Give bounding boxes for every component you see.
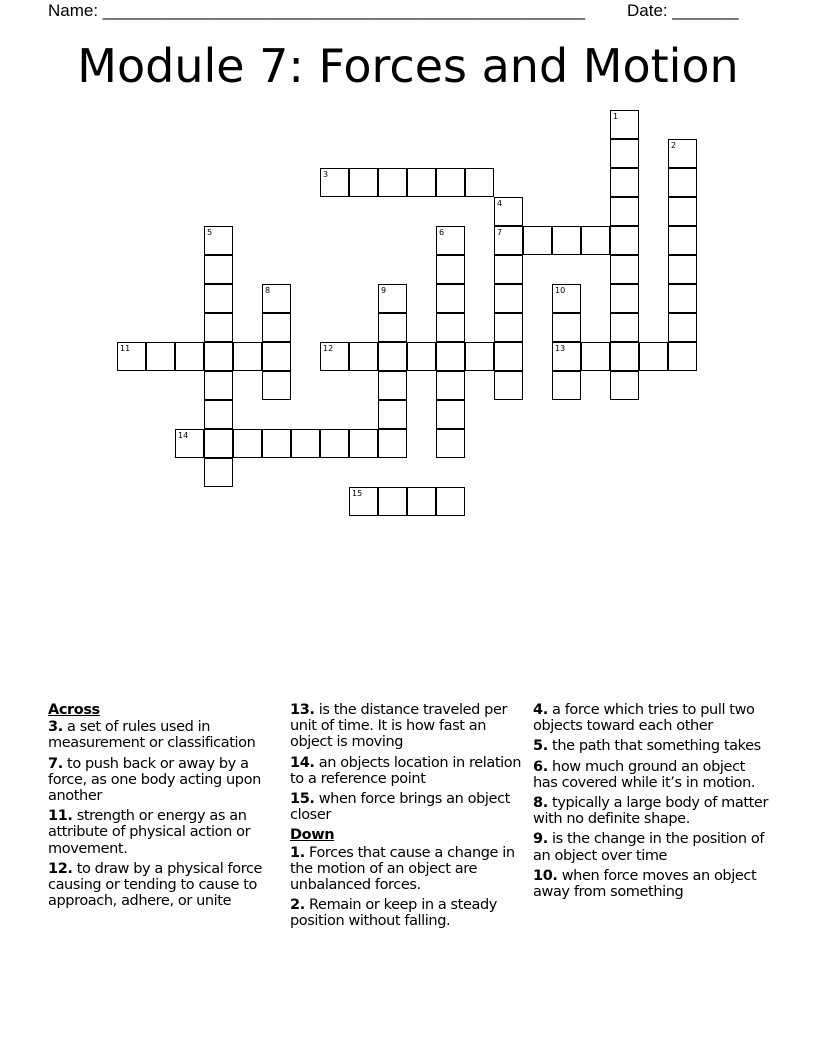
crossword-cell[interactable] bbox=[146, 342, 175, 371]
crossword-cell[interactable] bbox=[349, 342, 378, 371]
clue-across-12 bbox=[48, 861, 288, 910]
crossword-cell[interactable] bbox=[552, 226, 581, 255]
clues-column-2 bbox=[290, 702, 530, 934]
crossword-cell[interactable] bbox=[436, 255, 465, 284]
page-title: Module 7: Forces and Motion bbox=[77, 39, 739, 93]
clue-text: is the change in the position of an object over time bbox=[533, 831, 765, 864]
crossword-cell[interactable] bbox=[378, 429, 407, 458]
crossword-cell[interactable] bbox=[494, 284, 523, 313]
cell-number: 2 bbox=[671, 141, 677, 150]
cell-number: 15 bbox=[352, 489, 363, 498]
clue-text: to draw by a physical force causing or tending to cause to approach, adhere, or unite bbox=[48, 860, 263, 910]
clue-down-2 bbox=[290, 897, 530, 929]
clue-down-4 bbox=[533, 702, 773, 734]
clue-text: typically a large body of matter with no definite shape. bbox=[533, 795, 769, 828]
crossword-cell[interactable] bbox=[204, 429, 233, 458]
crossword-cell[interactable] bbox=[262, 371, 291, 400]
crossword-cell[interactable] bbox=[204, 226, 233, 255]
crossword-cell[interactable] bbox=[552, 313, 581, 342]
crossword-cell[interactable] bbox=[262, 342, 291, 371]
crossword-cell[interactable] bbox=[465, 168, 494, 197]
crossword-cell[interactable] bbox=[668, 139, 697, 168]
clue-text: Remain or keep in a steady position without falling. bbox=[290, 897, 497, 930]
crossword-cell[interactable] bbox=[407, 487, 436, 516]
crossword-cell[interactable] bbox=[436, 168, 465, 197]
clue-text: to push back or away by a force, as one body acting upon another bbox=[48, 755, 261, 805]
crossword-cell[interactable] bbox=[668, 226, 697, 255]
crossword-cell[interactable] bbox=[552, 284, 581, 313]
crossword-cell[interactable] bbox=[436, 487, 465, 516]
clue-text: an objects location in relation to a reference point bbox=[290, 754, 522, 787]
clue-number: 8. bbox=[533, 795, 548, 812]
crossword-cell[interactable] bbox=[494, 342, 523, 371]
crossword-cell[interactable] bbox=[291, 429, 320, 458]
crossword-cell[interactable] bbox=[262, 313, 291, 342]
cell-number: 9 bbox=[381, 286, 387, 295]
crossword-cell[interactable] bbox=[117, 342, 146, 371]
crossword-cell[interactable] bbox=[494, 197, 523, 226]
clue-number: 1. bbox=[290, 844, 305, 861]
crossword-cell[interactable] bbox=[436, 313, 465, 342]
crossword-cell[interactable] bbox=[378, 400, 407, 429]
crossword-cell[interactable] bbox=[436, 371, 465, 400]
clue-across-15 bbox=[290, 791, 530, 823]
clue-across-7 bbox=[48, 756, 288, 805]
clue-text: how much ground an object has covered while it’s in motion. bbox=[533, 758, 756, 791]
clue-number: 4. bbox=[533, 702, 548, 718]
crossword-cell[interactable] bbox=[668, 168, 697, 197]
crossword-cell[interactable] bbox=[204, 371, 233, 400]
clue-down-9 bbox=[533, 831, 773, 863]
crossword-cell[interactable] bbox=[378, 168, 407, 197]
crossword-cell[interactable] bbox=[523, 226, 552, 255]
crossword-cell[interactable] bbox=[465, 342, 494, 371]
crossword-cell[interactable] bbox=[581, 226, 610, 255]
crossword-cell[interactable] bbox=[378, 313, 407, 342]
clue-number: 10. bbox=[533, 867, 558, 884]
clue-number: 7. bbox=[48, 755, 63, 772]
clues-column-1 bbox=[48, 702, 288, 913]
crossword-cell[interactable] bbox=[668, 342, 697, 371]
cell-number: 13 bbox=[555, 344, 566, 353]
crossword-cell[interactable] bbox=[494, 371, 523, 400]
crossword-cell[interactable] bbox=[610, 371, 639, 400]
across-heading: Across bbox=[48, 702, 100, 718]
crossword-cell[interactable] bbox=[610, 284, 639, 313]
cell-number: 5 bbox=[207, 228, 213, 237]
crossword-cell[interactable] bbox=[610, 139, 639, 168]
crossword-cell[interactable] bbox=[436, 400, 465, 429]
crossword-cell[interactable] bbox=[378, 342, 407, 371]
crossword-cell[interactable] bbox=[552, 342, 581, 371]
clue-number: 5. bbox=[533, 738, 548, 755]
crossword-cell[interactable] bbox=[407, 342, 436, 371]
clue-number: 12. bbox=[48, 860, 73, 877]
cell-number: 11 bbox=[120, 344, 131, 353]
clue-text: when force moves an object away from something bbox=[533, 867, 757, 901]
crossword-cell[interactable] bbox=[436, 226, 465, 255]
clue-number: 6. bbox=[533, 758, 548, 775]
crossword-cell[interactable] bbox=[320, 429, 349, 458]
crossword-cell[interactable] bbox=[349, 487, 378, 516]
down-heading: Down bbox=[290, 827, 335, 844]
crossword-cell[interactable] bbox=[494, 255, 523, 284]
cell-number: 1 bbox=[613, 112, 619, 121]
clue-text: when force brings an object closer bbox=[290, 791, 510, 824]
crossword-cell[interactable] bbox=[204, 255, 233, 284]
clue-number: 15. bbox=[290, 791, 315, 808]
cell-number: 3 bbox=[323, 170, 329, 179]
crossword-cell[interactable] bbox=[552, 371, 581, 400]
clue-down-10 bbox=[533, 868, 773, 900]
crossword-cell[interactable] bbox=[668, 255, 697, 284]
crossword-cell[interactable] bbox=[494, 313, 523, 342]
clue-across-3 bbox=[48, 719, 288, 751]
clue-text: a set of rules used in measurement or classification bbox=[48, 719, 256, 752]
clue-number: 9. bbox=[533, 831, 548, 848]
clue-text: a force which tries to pull two objects toward each other bbox=[533, 702, 755, 735]
crossword-cell[interactable] bbox=[378, 371, 407, 400]
crossword-cell[interactable] bbox=[262, 429, 291, 458]
crossword-cell[interactable] bbox=[581, 342, 610, 371]
crossword-cell[interactable] bbox=[668, 313, 697, 342]
clue-number: 13. bbox=[290, 702, 315, 718]
clue-text: strength or energy as an attribute of physical action or movement. bbox=[48, 808, 251, 857]
clue-text: is the distance traveled per unit of time. It is how fast an object is moving bbox=[290, 702, 508, 751]
crossword-cell[interactable] bbox=[204, 284, 233, 313]
crossword-cell[interactable] bbox=[610, 255, 639, 284]
clue-number: 14. bbox=[290, 754, 315, 771]
clue-text: Forces that cause a change in the motion of an object are unbalanced forces. bbox=[290, 844, 515, 894]
clue-across-11 bbox=[48, 808, 288, 857]
crossword-cell[interactable] bbox=[668, 197, 697, 226]
crossword-grid bbox=[117, 110, 717, 520]
cell-number: 6 bbox=[439, 228, 445, 237]
clue-down-5 bbox=[533, 738, 773, 754]
crossword-cell[interactable] bbox=[494, 226, 523, 255]
clue-number: 11. bbox=[48, 808, 73, 825]
crossword-cell[interactable] bbox=[378, 487, 407, 516]
cell-number: 10 bbox=[555, 286, 566, 295]
crossword-cell[interactable] bbox=[349, 429, 378, 458]
name-field-label: Name: ___________________________________________________ bbox=[48, 1, 585, 20]
clue-text: the path that something takes bbox=[552, 738, 761, 755]
date-field-label: Date: _______ bbox=[627, 1, 739, 20]
crossword-cell[interactable] bbox=[204, 458, 233, 487]
cell-number: 14 bbox=[178, 431, 189, 440]
crossword-cell[interactable] bbox=[610, 197, 639, 226]
clue-number: 2. bbox=[290, 897, 305, 914]
crossword-cell[interactable] bbox=[610, 168, 639, 197]
clue-across-13 bbox=[290, 702, 530, 751]
clue-down-8 bbox=[533, 795, 773, 827]
crossword-cell[interactable] bbox=[320, 168, 349, 197]
clue-down-6 bbox=[533, 759, 773, 791]
crossword-cell[interactable] bbox=[610, 342, 639, 371]
crossword-cell[interactable] bbox=[204, 400, 233, 429]
crossword-cell[interactable] bbox=[610, 226, 639, 255]
crossword-cell[interactable] bbox=[610, 110, 639, 139]
crossword-cell[interactable] bbox=[436, 429, 465, 458]
crossword-cell[interactable] bbox=[320, 342, 349, 371]
crossword-cell[interactable] bbox=[204, 313, 233, 342]
crossword-cell[interactable] bbox=[233, 429, 262, 458]
crossword-cell[interactable] bbox=[262, 284, 291, 313]
crossword-cell[interactable] bbox=[407, 168, 436, 197]
cell-number: 4 bbox=[497, 199, 503, 208]
clue-down-1 bbox=[290, 845, 530, 894]
cell-number: 7 bbox=[497, 228, 503, 237]
crossword-cell[interactable] bbox=[610, 313, 639, 342]
clues-column-3 bbox=[533, 702, 773, 904]
clue-across-14 bbox=[290, 755, 530, 787]
crossword-cell[interactable] bbox=[436, 342, 465, 371]
crossword-cell[interactable] bbox=[175, 342, 204, 371]
cell-number: 12 bbox=[323, 344, 334, 353]
crossword-cell[interactable] bbox=[668, 284, 697, 313]
crossword-cell[interactable] bbox=[349, 168, 378, 197]
clue-number: 3. bbox=[48, 719, 63, 736]
cell-number: 8 bbox=[265, 286, 271, 295]
crossword-cell[interactable] bbox=[378, 284, 407, 313]
crossword-cell[interactable] bbox=[233, 342, 262, 371]
crossword-cell[interactable] bbox=[436, 284, 465, 313]
crossword-cell[interactable] bbox=[175, 429, 204, 458]
crossword-cell[interactable] bbox=[204, 342, 233, 371]
crossword-cell[interactable] bbox=[639, 342, 668, 371]
